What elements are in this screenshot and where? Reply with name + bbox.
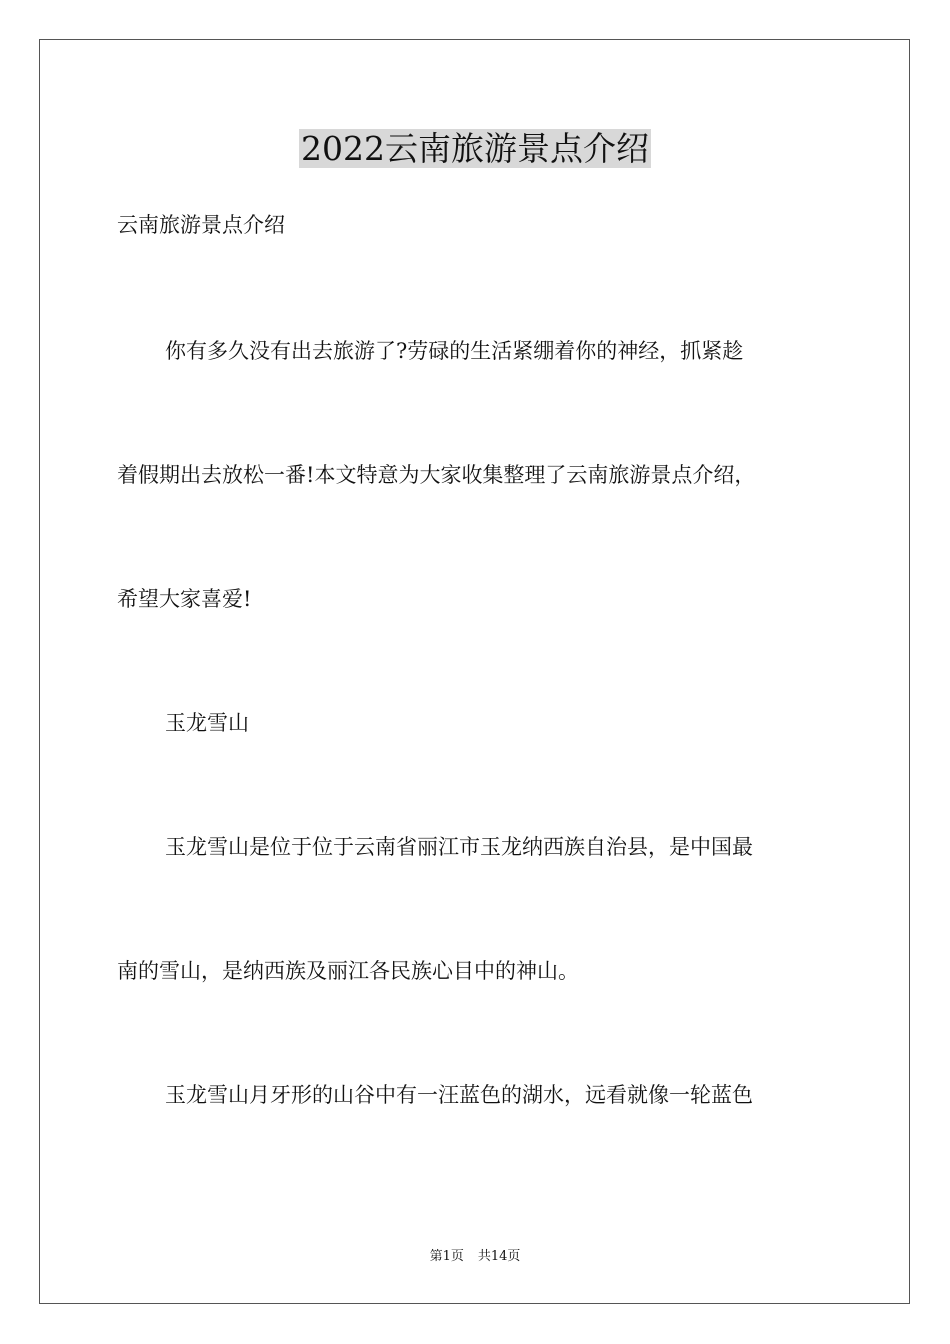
page-number: 第1页 xyxy=(429,1249,464,1264)
paragraph-line: 玉龙雪山月牙形的山谷中有一汪蓝色的湖水，远看就像一轮蓝色 xyxy=(165,1083,753,1107)
section-heading: 玉龙雪山 xyxy=(165,711,249,735)
paragraph-line: 南的雪山，是纳西族及丽江各民族心目中的神山。 xyxy=(117,959,579,983)
document-subtitle: 云南旅游景点介绍 xyxy=(117,213,285,237)
document-title: 2022云南旅游景点介绍 xyxy=(301,129,649,168)
paragraph-line: 着假期出去放松一番!本文特意为大家收集整理了云南旅游景点介绍， xyxy=(117,463,756,487)
paragraph-line: 你有多久没有出去旅游了?劳碌的生活紧绷着你的神经，抓紧趁 xyxy=(165,339,744,363)
paragraph-line: 玉龙雪山是位于位于云南省丽江市玉龙纳西族自治县，是中国最 xyxy=(165,835,753,859)
paragraph-line: 希望大家喜爱! xyxy=(117,587,252,611)
page-total: 共14页 xyxy=(477,1249,521,1264)
page-footer xyxy=(0,1248,950,1266)
